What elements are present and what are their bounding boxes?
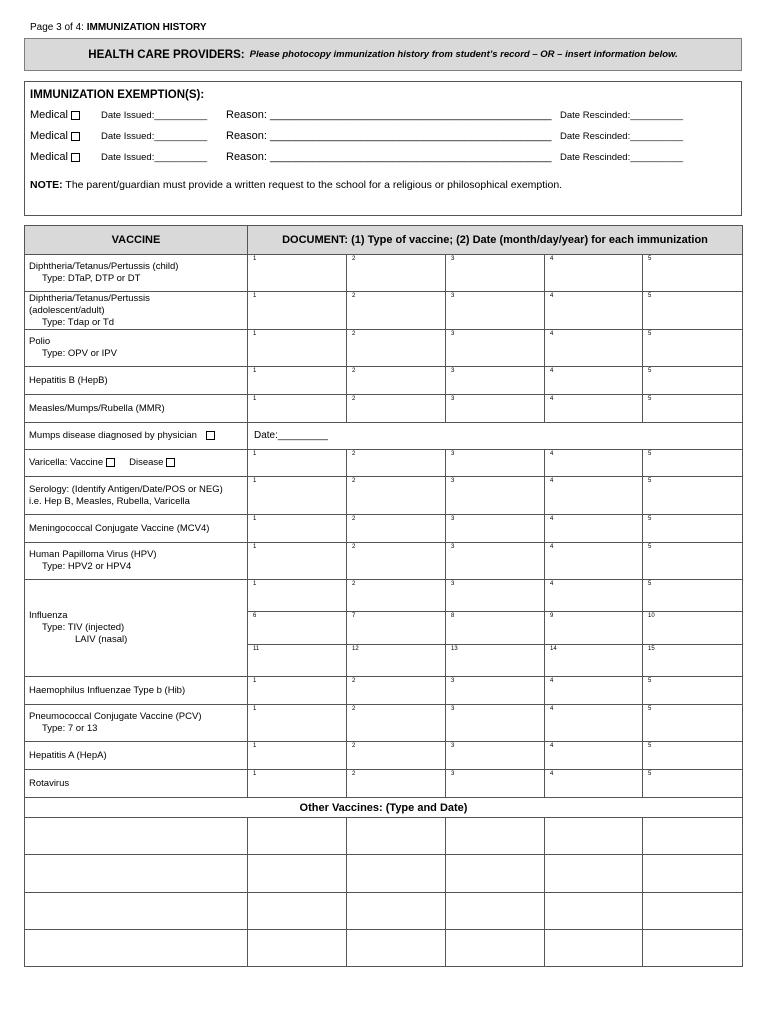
dose-cell[interactable]: 13: [446, 645, 545, 677]
vaccine-row-hib: [25, 677, 743, 705]
vaccine-name: Pneumococcal Conjugate Vaccine (PCV): [29, 711, 202, 722]
dose-cell[interactable]: 5: [643, 367, 743, 395]
dose-cell[interactable]: 5: [643, 742, 743, 770]
note-label: NOTE:: [30, 179, 63, 191]
dose-cell[interactable]: 2: [347, 395, 446, 423]
reason-field[interactable]: Reason: ______________________________________________: [226, 130, 552, 142]
vaccine-row-mmr: [25, 395, 743, 423]
dose-cell[interactable]: 5: [643, 770, 743, 798]
medical-checkbox[interactable]: [71, 132, 80, 141]
dose-cell[interactable]: 14: [545, 645, 643, 677]
date-rescinded-field[interactable]: Date Rescinded:__________: [560, 152, 684, 163]
date-rescinded-field[interactable]: Date Rescinded:__________: [560, 110, 684, 121]
other-vaccine-row: [25, 818, 743, 855]
dose-cell[interactable]: 4: [545, 515, 643, 543]
dose-cell[interactable]: 2: [347, 292, 446, 330]
dose-cell[interactable]: 2: [347, 477, 446, 515]
vaccine-label: [25, 292, 248, 330]
vaccine-row-rotavirus: [25, 770, 743, 798]
dose-cell[interactable]: 5: [643, 292, 743, 330]
vaccine-row-influenza: [25, 580, 743, 612]
dose-cell[interactable]: 4: [545, 580, 643, 612]
vaccine-name: Polio: [29, 336, 51, 347]
vaccine-column-header: VACCINE: [25, 226, 248, 255]
dose-cell[interactable]: 1: [248, 292, 347, 330]
dose-cell[interactable]: 3: [446, 580, 545, 612]
vaccine-row-mumps-disease: [25, 423, 743, 450]
date-issued-field[interactable]: Date Issued:__________: [101, 110, 208, 121]
exemption-row: [30, 109, 730, 125]
other-vaccine-cell[interactable]: [643, 930, 743, 967]
vaccine-label: [25, 543, 248, 580]
exemption-type-label: Medical: [30, 130, 68, 142]
dose-cell[interactable]: 9: [545, 612, 643, 645]
dose-cell[interactable]: 5: [643, 515, 743, 543]
vaccine-type: Type: DTaP, DTP or DT: [42, 273, 141, 284]
reason-field[interactable]: Reason: ______________________________________________: [226, 109, 552, 121]
other-vaccine-cell[interactable]: [347, 855, 446, 893]
dose-cell[interactable]: 3: [446, 677, 545, 705]
vaccine-name: Varicella: Vaccine: [29, 457, 104, 468]
dose-cell[interactable]: 3: [446, 770, 545, 798]
dose-cell[interactable]: 1: [248, 580, 347, 612]
other-vaccine-cell[interactable]: [25, 855, 248, 893]
dose-cell[interactable]: 11: [248, 645, 347, 677]
dose-cell[interactable]: 5: [643, 580, 743, 612]
vaccine-name: Hepatitis A (HepA): [29, 749, 107, 761]
other-vaccine-row: [25, 930, 743, 967]
other-vaccine-cell[interactable]: [446, 855, 545, 893]
dose-cell[interactable]: 15: [643, 645, 743, 677]
vaccine-label: [25, 450, 248, 477]
vaccine-row-hepa: [25, 742, 743, 770]
dose-cell[interactable]: 4: [545, 450, 643, 477]
dose-cell[interactable]: 5: [643, 677, 743, 705]
dose-cell[interactable]: 5: [643, 255, 743, 292]
dose-cell[interactable]: 1: [248, 367, 347, 395]
other-vaccine-cell[interactable]: [545, 930, 643, 967]
dose-cell[interactable]: 4: [545, 255, 643, 292]
dose-cell[interactable]: 4: [545, 477, 643, 515]
other-vaccine-cell[interactable]: [248, 930, 347, 967]
vaccine-label: [25, 367, 248, 395]
dose-cell[interactable]: 3: [446, 292, 545, 330]
hcp-instructions: Please photocopy immunization history from student’s record – OR – insert information below.: [249, 49, 678, 60]
vaccine-label: [25, 423, 248, 450]
dose-cell[interactable]: 5: [643, 705, 743, 742]
dose-cell[interactable]: 5: [643, 395, 743, 423]
other-vaccine-cell[interactable]: [643, 893, 743, 930]
exemption-row: [30, 151, 730, 167]
dose-cell[interactable]: 10: [643, 612, 743, 645]
other-vaccine-cell[interactable]: [347, 930, 446, 967]
dose-cell[interactable]: 3: [446, 705, 545, 742]
dose-cell[interactable]: 7: [347, 612, 446, 645]
dose-cell[interactable]: 3: [446, 515, 545, 543]
dose-cell[interactable]: 2: [347, 330, 446, 367]
other-vaccine-cell[interactable]: [248, 893, 347, 930]
dose-cell[interactable]: 1: [248, 450, 347, 477]
other-vaccine-cell[interactable]: [25, 930, 248, 967]
vaccine-name: Haemophilus Influenzae Type b (Hib): [29, 684, 186, 696]
dose-cell[interactable]: 1: [248, 705, 347, 742]
vaccine-name: Serology: (Identify Antigen/Date/POS or NEG): [29, 483, 223, 495]
varicella-disease-label: Disease: [129, 457, 164, 468]
date-rescinded-field[interactable]: Date Rescinded:__________: [560, 131, 684, 142]
dose-cell[interactable]: 3: [446, 330, 545, 367]
vaccine-label: [25, 770, 248, 798]
dose-cell[interactable]: 2: [347, 705, 446, 742]
dose-cell[interactable]: 3: [446, 255, 545, 292]
dose-cell[interactable]: 4: [545, 292, 643, 330]
health-care-providers-banner: [24, 38, 742, 71]
vaccine-type: Type: 7 or 13: [42, 723, 98, 734]
immunization-table: [24, 225, 743, 967]
vaccine-name: Meningococcal Conjugate Vaccine (MCV4): [29, 522, 210, 534]
other-vaccine-cell[interactable]: [446, 818, 545, 855]
dose-cell[interactable]: 2: [347, 580, 446, 612]
dose-cell[interactable]: 1: [248, 515, 347, 543]
vaccine-name: Mumps disease diagnosed by physician: [29, 430, 197, 441]
vaccine-label: [25, 515, 248, 543]
vaccine-row-polio: [25, 330, 743, 367]
page-header: [30, 22, 207, 33]
vaccine-name: Measles/Mumps/Rubella (MMR): [29, 402, 165, 414]
vaccine-label: [25, 395, 248, 423]
other-vaccine-cell[interactable]: [347, 893, 446, 930]
vaccine-label: [25, 742, 248, 770]
exemption-type-label: Medical: [30, 151, 68, 163]
dose-cell[interactable]: 8: [446, 612, 545, 645]
dose-cell[interactable]: 4: [545, 395, 643, 423]
vaccine-row-dtp-adult: [25, 292, 743, 330]
vaccine-row-pcv: [25, 705, 743, 742]
vaccine-type-line2: LAIV (nasal): [75, 634, 128, 645]
vaccine-row-varicella: [25, 450, 743, 477]
vaccine-row-serology: [25, 477, 743, 515]
vaccine-row-hepb: [25, 367, 743, 395]
mumps-date-field[interactable]: Date:_________: [248, 423, 743, 450]
exemption-type-label: Medical: [30, 109, 68, 121]
dose-cell[interactable]: 12: [347, 645, 446, 677]
page-label: Page 3 of 4:: [30, 22, 87, 33]
dose-cell[interactable]: 3: [446, 477, 545, 515]
dose-cell[interactable]: 2: [347, 255, 446, 292]
dose-cell[interactable]: 1: [248, 395, 347, 423]
other-vaccine-cell[interactable]: [248, 818, 347, 855]
table-header-row: [25, 226, 743, 255]
other-vaccine-cell[interactable]: [248, 855, 347, 893]
dose-cell[interactable]: 1: [248, 477, 347, 515]
other-vaccine-row: [25, 855, 743, 893]
other-vaccines-header-row: [25, 798, 743, 818]
dose-cell[interactable]: 1: [248, 677, 347, 705]
varicella-vaccine-checkbox[interactable]: [106, 458, 115, 467]
reason-field[interactable]: Reason: ______________________________________________: [226, 151, 552, 163]
vaccine-name: Rotavirus: [29, 777, 70, 789]
dose-cell[interactable]: 2: [347, 543, 446, 580]
exemption-section: [24, 81, 742, 216]
date-issued-field[interactable]: Date Issued:__________: [101, 152, 208, 163]
vaccine-label: [25, 255, 248, 292]
mumps-disease-checkbox[interactable]: [206, 431, 215, 440]
vaccine-type: Type: OPV or IPV: [42, 348, 117, 359]
vaccine-name: Hepatitis B (HepB): [29, 374, 108, 386]
other-vaccine-cell[interactable]: [347, 818, 446, 855]
varicella-disease-checkbox[interactable]: [166, 458, 175, 467]
dose-cell[interactable]: 3: [446, 395, 545, 423]
note-text: The parent/guardian must provide a written request to the school for a religious or philosophical exemption.: [62, 179, 563, 191]
exemption-note: [30, 179, 562, 191]
other-vaccine-row: [25, 893, 743, 930]
vaccine-type: Type: TIV (injected): [42, 622, 125, 633]
hcp-lead: HEALTH CARE PROVIDERS:: [88, 48, 245, 61]
dose-cell[interactable]: 1: [248, 255, 347, 292]
vaccine-type: Type: Tdap or Td: [42, 316, 114, 328]
vaccine-label: [25, 677, 248, 705]
vaccine-label: [25, 705, 248, 742]
page-title: IMMUNIZATION HISTORY: [86, 22, 207, 33]
other-vaccine-cell[interactable]: [643, 818, 743, 855]
dose-cell[interactable]: 4: [545, 770, 643, 798]
dose-cell[interactable]: 4: [545, 330, 643, 367]
other-vaccine-cell[interactable]: [643, 855, 743, 893]
dose-cell[interactable]: 5: [643, 330, 743, 367]
dose-cell[interactable]: 1: [248, 742, 347, 770]
other-vaccine-cell[interactable]: [25, 893, 248, 930]
vaccine-label: [25, 477, 248, 515]
dose-cell[interactable]: 4: [545, 367, 643, 395]
vaccine-name-line2: (adolescent/adult): [29, 304, 105, 316]
vaccine-name: Diphtheria/Tetanus/Pertussis (child): [29, 261, 179, 272]
dose-cell[interactable]: 3: [446, 543, 545, 580]
vaccine-label: [25, 580, 248, 677]
other-vaccine-cell[interactable]: [545, 893, 643, 930]
other-vaccine-cell[interactable]: [446, 893, 545, 930]
dose-cell[interactable]: 2: [347, 515, 446, 543]
dose-cell[interactable]: 4: [545, 677, 643, 705]
date-issued-field[interactable]: Date Issued:__________: [101, 131, 208, 142]
vaccine-label: [25, 330, 248, 367]
dose-cell[interactable]: 1: [248, 543, 347, 580]
dose-cell[interactable]: 6: [248, 612, 347, 645]
medical-checkbox[interactable]: [71, 111, 80, 120]
other-vaccine-cell[interactable]: [25, 818, 248, 855]
exemption-row: [30, 130, 730, 146]
document-column-header: DOCUMENT: (1) Type of vaccine; (2) Date (month/day/year) for each immunization: [248, 226, 743, 255]
dose-cell[interactable]: 2: [347, 450, 446, 477]
vaccine-row-mcv4: [25, 515, 743, 543]
dose-cell[interactable]: 2: [347, 742, 446, 770]
other-vaccines-header: Other Vaccines: (Type and Date): [25, 798, 743, 818]
dose-cell[interactable]: 4: [545, 742, 643, 770]
vaccine-type: Type: HPV2 or HPV4: [42, 561, 132, 572]
dose-cell[interactable]: 5: [643, 543, 743, 580]
dose-cell[interactable]: 2: [347, 677, 446, 705]
vaccine-name: Human Papilloma Virus (HPV): [29, 549, 157, 560]
vaccine-name: Influenza: [29, 610, 68, 621]
vaccine-name-line2: i.e. Hep B, Measles, Rubella, Varicella: [29, 495, 190, 507]
dose-cell[interactable]: 2: [347, 367, 446, 395]
exemption-title: IMMUNIZATION EXEMPTION(S):: [30, 89, 205, 101]
dose-cell[interactable]: 2: [347, 770, 446, 798]
other-vaccine-cell[interactable]: [545, 855, 643, 893]
dose-cell[interactable]: 3: [446, 367, 545, 395]
vaccine-name: Diphtheria/Tetanus/Pertussis: [29, 292, 150, 304]
vaccine-row-hpv: [25, 543, 743, 580]
other-vaccine-cell[interactable]: [545, 818, 643, 855]
dose-cell[interactable]: 5: [643, 450, 743, 477]
dose-cell[interactable]: 1: [248, 770, 347, 798]
dose-cell[interactable]: 3: [446, 742, 545, 770]
other-vaccine-cell[interactable]: [446, 930, 545, 967]
medical-checkbox[interactable]: [71, 153, 80, 162]
dose-cell[interactable]: 3: [446, 450, 545, 477]
vaccine-row-dtp-child: [25, 255, 743, 292]
dose-cell[interactable]: 4: [545, 705, 643, 742]
dose-cell[interactable]: 4: [545, 543, 643, 580]
dose-cell[interactable]: 5: [643, 477, 743, 515]
dose-cell[interactable]: 1: [248, 330, 347, 367]
